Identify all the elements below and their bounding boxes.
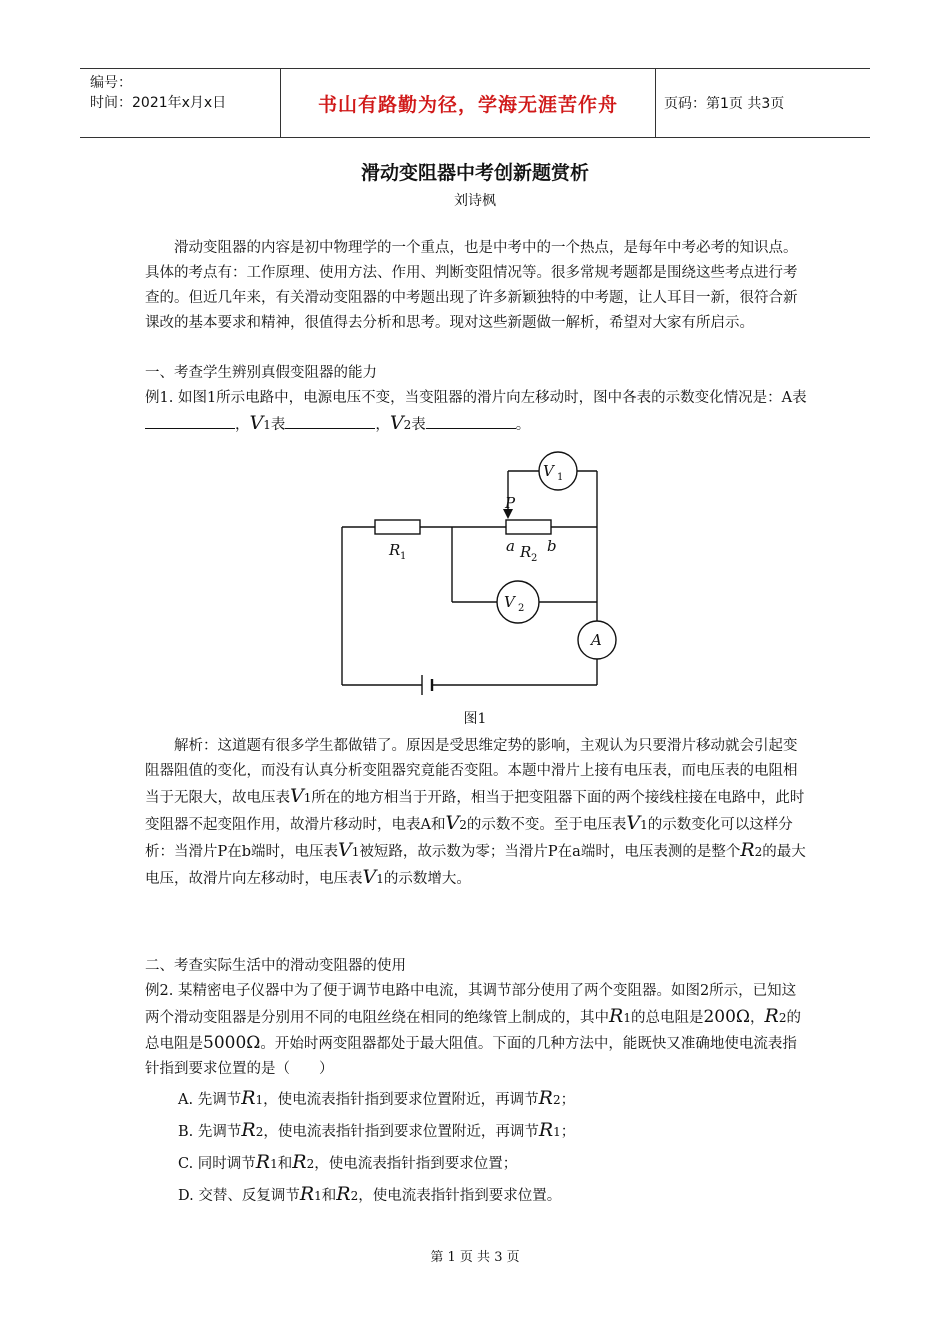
figure-1-caption: 图1	[463, 711, 487, 727]
option-text: ，使电流表指针指到要求位置附近，再调节	[263, 1092, 539, 1108]
analysis-text: 的示数增大。	[383, 871, 471, 887]
ex1-text-a: 例1. 如图1所示电路中，电源电压不变，当变阻器的滑片向左移动时，图中各表的示数变化情况是：A表	[145, 390, 807, 406]
ex1-text-b: 表	[270, 417, 286, 433]
option-a[interactable]	[178, 1086, 808, 1113]
sym-v: V	[290, 785, 304, 807]
slider-p-label: P	[505, 494, 516, 512]
option-text: A. 先调节	[178, 1092, 242, 1108]
ex2-text: 例2. 某精密电子仪器中为了便于调节电路中电流，其调节部分使用了两个变阻器。如图2所示，已知这两个滑动变阻器是分别用不同的电阻丝绕在相同的绝缘管上制成的，其中	[145, 983, 797, 1026]
sym-r: R	[538, 1119, 554, 1141]
option-text: C. 同时调节	[178, 1156, 256, 1172]
sub-1: 1	[623, 1011, 631, 1025]
circuit-diagram-fig1	[330, 445, 620, 700]
sym-r: R	[241, 1119, 256, 1141]
v1-label: V	[543, 462, 554, 480]
sub-2: 2	[403, 418, 412, 432]
analysis-text: 解析：这道题有很多学生都做错了。原因是受思维定势的影响，主观认为只要滑片移动就会引起变阻器阻值的变化，而没有认真分析变阻器究竟能否变阻。本题中滑片上接有电压表，而电压表的电阻相当于无限大，故电压表	[145, 738, 798, 806]
sub-2: 2	[754, 845, 763, 859]
semicolon: ；	[560, 1124, 576, 1140]
analysis-text: 的示数不变。至于电压表	[466, 817, 627, 833]
option-d[interactable]	[178, 1182, 808, 1209]
r1-total-resistance: 200Ω	[703, 1007, 750, 1027]
section-1-heading: 一、考查学生辨别真假变阻器的能力	[145, 365, 377, 381]
option-text: ，使电流表指针指到要求位置附近，再调节	[263, 1124, 539, 1140]
sub-1: 1	[270, 1157, 278, 1171]
example-2	[145, 979, 808, 1082]
sym-v: V	[626, 812, 641, 834]
sub-1: 1	[303, 791, 312, 805]
sub-2: 2	[459, 818, 467, 832]
sub-1: 1	[351, 845, 360, 859]
section-2-heading: 二、考查实际生活中的滑动变阻器的使用	[145, 958, 406, 974]
comma: ，	[375, 417, 390, 433]
answer-blank-v2[interactable]	[426, 414, 516, 429]
option-text: ，使电流表指针指到要求位置。	[358, 1188, 562, 1204]
doc-title: 滑动变阻器中考创新题赏析	[360, 162, 589, 184]
sym-v: V	[338, 839, 352, 861]
sym-r: R	[241, 1087, 256, 1109]
analysis-text: 所在的地方相当于开路，相当于把变阻器下面的两个接线柱接在电路中，此时变阻器不起变阻作用，故滑片移动时，电表A和	[145, 790, 805, 833]
sym-r: R	[299, 1183, 315, 1205]
sym-v: V	[249, 412, 264, 434]
option-text: 和	[277, 1156, 293, 1172]
header-page-info: 页码：第1页 共3页	[664, 96, 785, 112]
sym-r: R	[336, 1183, 351, 1205]
answer-blank-a[interactable]	[145, 414, 235, 429]
analysis-text: 的最大电压，故滑片向左移动时，电压表	[145, 844, 806, 887]
example-1	[145, 386, 808, 438]
ex2-text: 。开始时两变阻器都处于最大阻值。下面的几种方法中，能既快又准确地使电流表指针指到要求位置的是（ ）	[145, 1036, 797, 1077]
option-b[interactable]	[178, 1118, 808, 1145]
sub-1: 1	[640, 818, 648, 832]
sub-2: 2	[552, 1093, 561, 1107]
sub-2: 2	[306, 1157, 315, 1171]
ex2-text: 的总电阻是	[630, 1010, 704, 1026]
v1-sub: 1	[557, 472, 564, 483]
analysis-paragraph	[145, 734, 808, 892]
sym-r: R	[255, 1151, 271, 1173]
v2-label: V	[504, 593, 515, 611]
sub-1: 1	[314, 1189, 322, 1203]
option-text: D. 交替、反复调节	[178, 1188, 300, 1204]
comma: ，	[235, 417, 250, 433]
sub-2: 2	[255, 1125, 264, 1139]
r2-label: R	[520, 543, 532, 561]
r1-sub: 1	[400, 551, 407, 562]
semicolon: ；	[560, 1092, 576, 1108]
terminal-b-label: b	[547, 537, 557, 555]
sym-v: V	[389, 412, 404, 434]
answer-blank-v1[interactable]	[285, 414, 375, 429]
sym-r: R	[538, 1087, 553, 1109]
period: 。	[515, 417, 531, 433]
sym-r: R	[292, 1151, 307, 1173]
sub-2: 2	[350, 1189, 359, 1203]
r1-label: R	[389, 541, 401, 559]
analysis-text: 被短路，故示数为零；当滑片P在a端时，电压表测的是整个	[359, 844, 741, 860]
option-text: ，使电流表指针指到要求位置；	[314, 1156, 518, 1172]
ammeter-label: A	[591, 631, 602, 649]
sym-v: V	[362, 866, 377, 888]
header-meta	[90, 73, 226, 113]
page-header	[80, 68, 870, 138]
analysis-text: 的示数变化可以这样分析：当滑片P在b端时，电压表	[145, 817, 793, 860]
ex2-text: 的总电阻是	[145, 1010, 801, 1052]
ex1-text-c: 表	[411, 417, 426, 433]
date-label: 时间：2021年x月x日	[90, 95, 227, 111]
sub-1: 1	[263, 418, 271, 432]
sym-r: R	[740, 839, 755, 861]
v2-sub: 2	[518, 603, 525, 614]
header-motto: 书山有路勤为径，学海无涯苦作舟	[280, 69, 656, 137]
r2-sub: 2	[531, 553, 538, 564]
intro-paragraph: 滑动变阻器的内容是初中物理学的一个重点，也是中考中的一个热点，是每年中考必考的知识点。具体的考点有：工作原理、使用方法、作用、判断变阻情况等。很多常规考题都是围绕这些考点进行考查的。但近几年来，有关滑动变阻器的中考题出现了许多新颖独特的中考题，让人耳目一新，很符合新课改的基本要求和精神，很值得去分析和思考。现对这些新题做一解析，希望对大家有所启示。	[145, 240, 798, 331]
terminal-a-label: a	[506, 537, 515, 555]
option-c[interactable]	[178, 1150, 808, 1177]
doc-author: 刘诗枫	[454, 193, 496, 209]
option-text: B. 先调节	[178, 1124, 242, 1140]
sub-1: 1	[255, 1093, 264, 1107]
sub-1: 1	[376, 872, 384, 886]
r2-total-resistance: 5000Ω	[203, 1033, 261, 1053]
sym-r: R	[609, 1005, 624, 1027]
sym-v: V	[445, 812, 460, 834]
option-text: 和	[321, 1188, 337, 1204]
comma: ，	[750, 1010, 765, 1026]
sub-1: 1	[553, 1125, 561, 1139]
page-footer: 第 1 页 共 3 页	[430, 1250, 520, 1265]
sub-2: 2	[778, 1011, 787, 1025]
number-label: 编号：	[90, 75, 132, 91]
sym-r: R	[764, 1005, 779, 1027]
